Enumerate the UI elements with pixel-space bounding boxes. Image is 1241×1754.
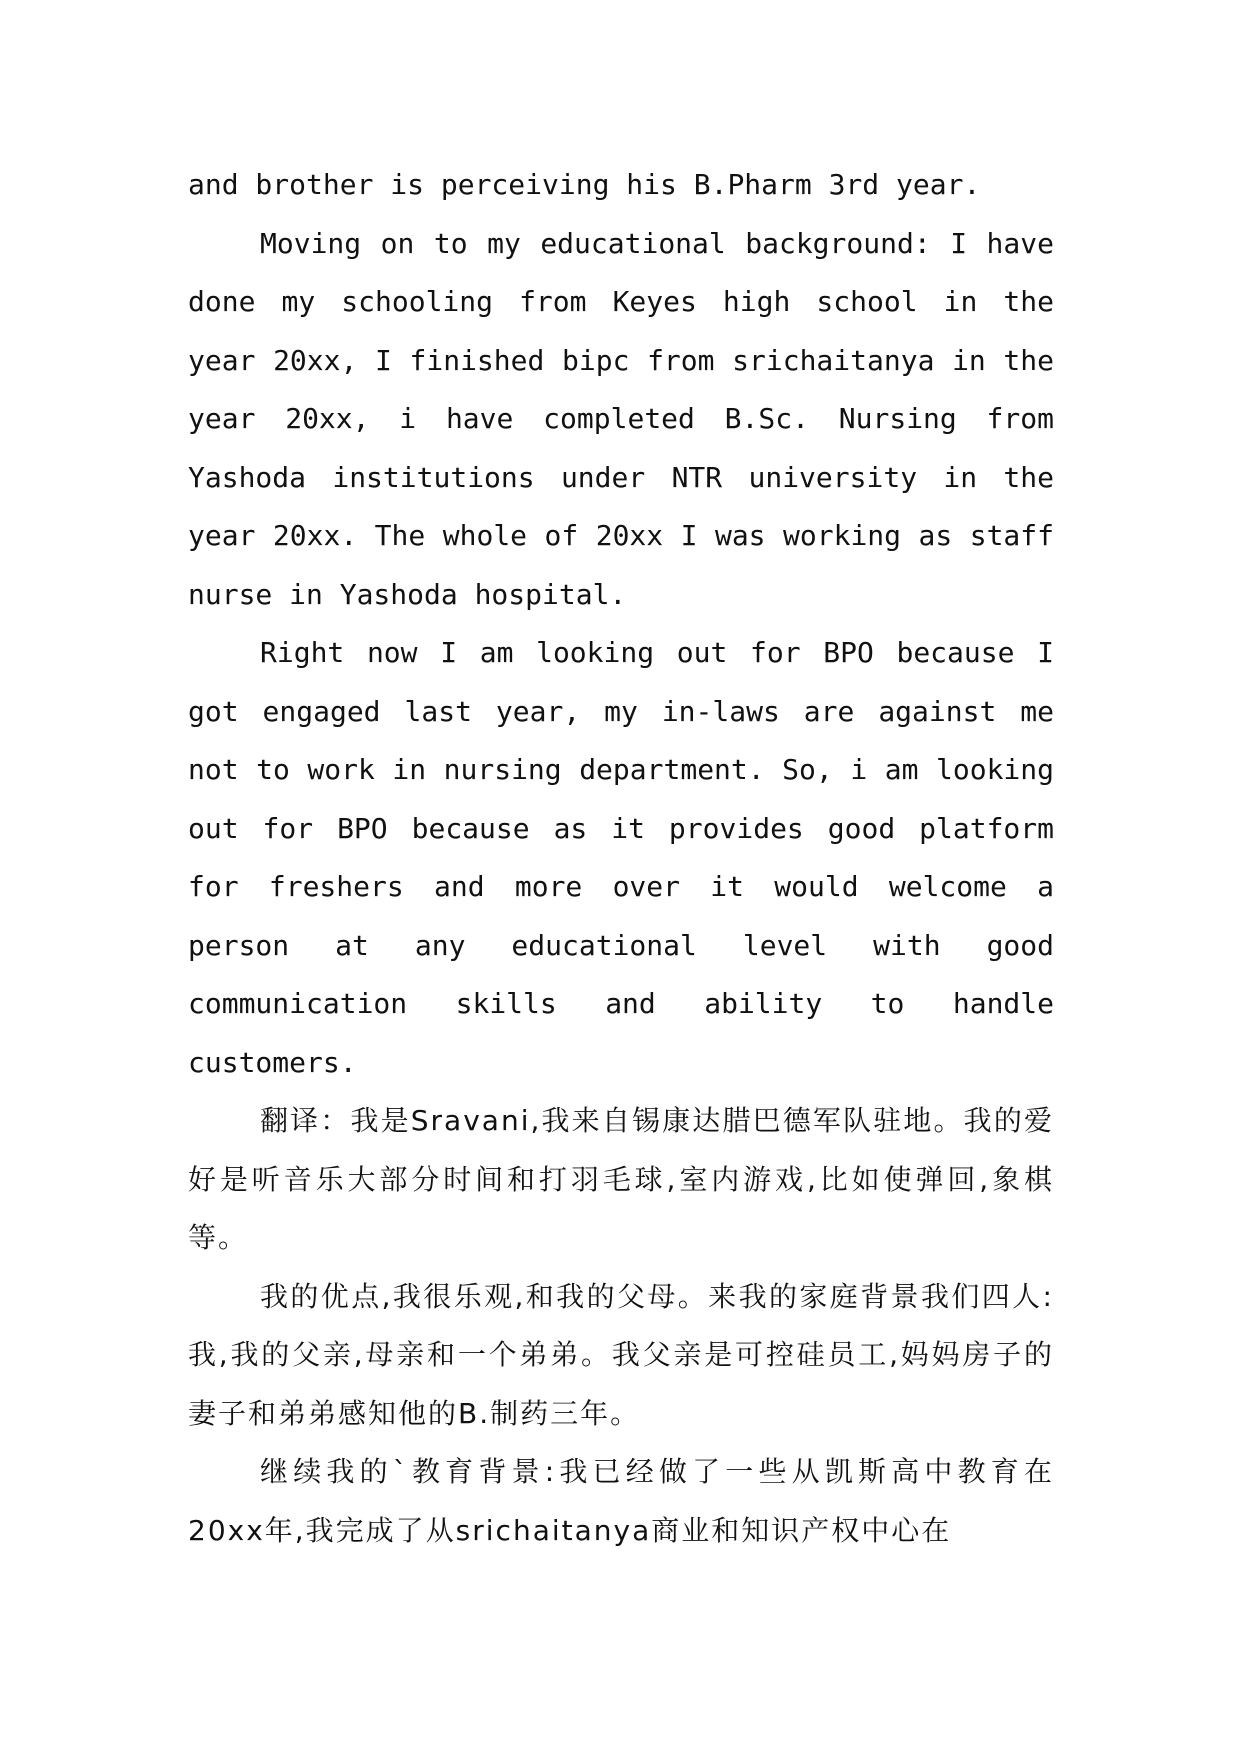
paragraph-translation-family: 我的优点,我很乐观,和我的父母。来我的家庭背景我们四人:我,我的父亲,母亲和一个弟弟。我父亲是可控硅员工,妈妈房子的妻子和弟弟感知他的B.制药三年。 [188,1279,1054,1430]
paragraph-translation-intro: 翻译：我是Sravani,我来自锡康达腊巴德军队驻地。我的爱好是听音乐大部分时间和打羽毛球,室内游戏,比如使弹回,象棋等。 [188,1104,1054,1254]
paragraph-translation-education: 继续我的`教育背景:我已经做了一些从凯斯高中教育在20xx年,我完成了从srichaitanya商业和知识产权中心在 [188,1455,1054,1547]
document-body [188,156,1054,1560]
paragraph-career-goal: Right now I am looking out for BPO because I got engaged last year, my in-laws are against me not to work in nursing department. So, i am looking out for BPO because as it provides good platform for freshers and more over it would welcome a person at any educational level with good communication skills and ability to handle customers. [188,636,1054,1079]
paragraph-education-background: Moving on to my educational background: I have done my schooling from Keyes high school in the year 20xx, I finished bipc from srichaitanya in the year 20xx, i have completed B.Sc. Nursing from Yashoda institutions under NTR university in the year 20xx. The whole of 20xx I was working as staff nurse in Yashoda hospital. [188,226,1054,611]
paragraph-family-continuation: and brother is perceiving his B.Pharm 3rd year. [188,168,981,201]
